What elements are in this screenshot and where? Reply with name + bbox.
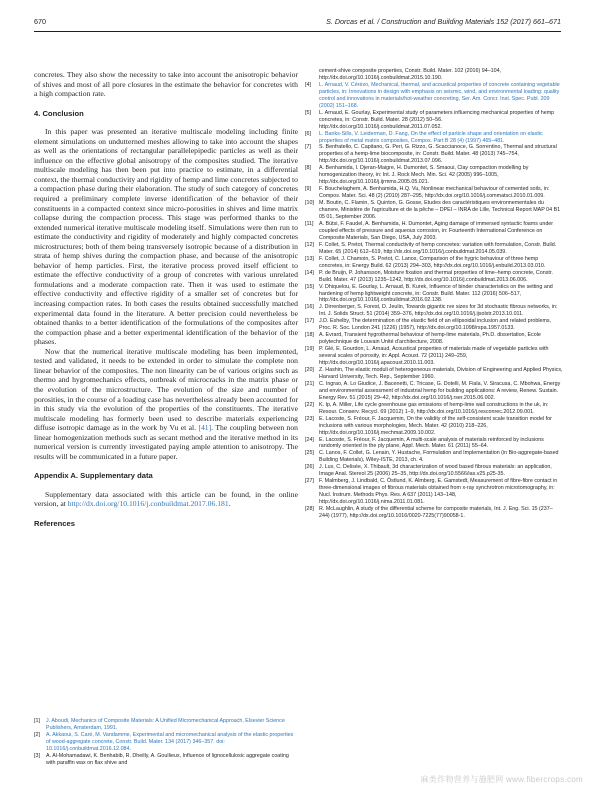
reference-item <box>305 402 563 416</box>
reference-text: M. Boutin, C. Flamin, S. Quinton, G. Gosse, Etudes des caractéristiques environnementales du chanvre, Ministère de l'agriculture et de la pêche – DPEI – INRA de Lille, Technical Report MAP 04 B1 05 01, September 2006. <box>319 200 561 221</box>
reference-number: [3] <box>34 752 40 759</box>
reference-item <box>305 450 563 464</box>
intro-paragraph: concretes. They also show the necessity to take into account the anisotropic behavior of shives and most of all pore closures in the estimate the behavior for concretes with a high compaction rate. <box>34 70 298 99</box>
reference-number: [22] <box>305 401 314 408</box>
reference-text: E. Lacoste, S. Fréour, F. Jacquemin, On the validity of the self-consistent scale transition model for inclusions with various morphologies, Mech. Mater. 42 (2010) 218–226, http://dx.doi.org/10.1016/j.mechmat.2009.10.002. <box>319 415 552 436</box>
reference-text: P. de Bruijn, P. Johansson, Moisture fixation and thermal properties of lime–hemp concrete, Constr. Build. Mater. 47 (2013) 1235–1242, http://dx.doi.org/10.1016/j.conbuildmat.2013.06.006. <box>319 269 553 283</box>
reference-text: J. Lux, C. Delisée, X. Thibault, 3d characterization of wood based fibrous materials: an application, Image Anal. Stereol 25 (2006) 25–35, http://dx.doi.org/10.5566/ias.v25.p25-35. <box>319 464 552 478</box>
reference-number: [25] <box>305 450 314 457</box>
reference-text: A. Evrard, Transient hygrothermal behaviour of hemp-lime materials, Ph.D. dissertation, Ecole polytechnique de Louvain Unité d'architecture, 2008. <box>319 332 541 346</box>
reference-number: [6] <box>305 130 311 137</box>
reference-number: [9] <box>305 186 311 193</box>
running-header <box>34 17 561 31</box>
conclusion-paragraph-2 <box>34 347 298 462</box>
references-heading: References <box>34 518 75 528</box>
reference-number: [19] <box>305 346 314 353</box>
reference-number: [7] <box>305 144 311 151</box>
appendix-paragraph: Supplementary data associated with this article can be found, in the online version, at http://dx.doi.org/10.1016/j.conbuildmat.2017.06.181. <box>34 489 298 509</box>
reference-text: cement-shive composite properties, Constr. Build. Mater. 102 (2016) 94–104, http://dx.doi.org/10.1016/j.conbuildmat.2015.10.190. <box>319 68 502 81</box>
reference-number: [20] <box>305 366 314 373</box>
citation-link-41[interactable]: [41] <box>198 423 212 433</box>
page-number: 670 <box>34 17 46 26</box>
reference-text: C. Ingrao, A. Lo Giudice, J. Bacenetti, C. Tricase, G. Dotelli, M. Fiala, V. Siracusa, C. Mbohwa, Energy and environmental assessment of industrial hemp for building applications: A review, Renew. Sustain. Energy Rev. 51 (2015) 29–42, http://dx.doi.org/10.1016/j.rser.2015.06.002. <box>319 380 561 401</box>
reference-item <box>305 165 563 186</box>
reference-text[interactable]: J. Aboudi, Mechanics of Composite Materials: A Unified Micromechanical Approach, Elsevier Science Publishers, Amsterdam, 1991. <box>46 718 285 731</box>
reference-text: E. Lacoste, S. Fréour, F. Jacquemin, A multi-scale analysis of materials reinforced by inclusions randomly oriented in the ply plane, Appl. Mech. Mater. 61 (2011) 55–64. <box>319 436 544 450</box>
reference-text[interactable]: L. Arnaud, V. Cérézo, Mechanical, thermal, and acoustical properties of concrete containing vegetable particles, in: Innovations in design with emphasis on seismic, wind, and environmental loading: quality control and innovations in materials/hot-weather concreting, Ser. Am. Concr. Inst. Spec. Publ. 209 (2002) 151–168. <box>319 81 560 109</box>
reference-number <box>305 68 319 82</box>
reference-number: [14] <box>305 269 314 276</box>
watermark: 麻类作物营养与施肥网 www.fibercrops.com <box>420 775 583 784</box>
reference-item <box>305 144 563 165</box>
reference-text: A. Al-Mohamadawi, K. Benhabib, R. Dheilly, A. Goullieux, Influence of lignocellulosic aggregate coating with paraffin wax on flax shive and <box>46 752 289 766</box>
reference-item <box>305 478 563 506</box>
reference-number: [4] <box>305 81 311 88</box>
header-rule <box>34 31 561 32</box>
reference-text: F. Malmberg, J. Lindbald, C. Östlund, K. Almberg, E. Gamstedt, Measurement of fibre-fibre contact in three-dimensional images of fibrous materials obtained from x-ray synchrotron microtomography, in: Nucl. Instrum. Methods Phys. Res. A 637 (2011) 143–148, http://dx.doi.org/10.1016/j.nima.2011.01.081. <box>319 478 558 506</box>
reference-item <box>305 437 563 451</box>
reference-item <box>305 242 563 256</box>
reference-number: [27] <box>305 478 314 485</box>
reference-number: [5] <box>305 109 311 116</box>
reference-text: F. Bouchelaghem, A. Benhamida, H.Q. Vu, Nonlinear mechanical behaviour of cemented soils, in: Compos. Mater. Sci. 48 (2) (2010) 287–295, http://dx.doi.org/10.1016/j.commatsci.2010.01.009. <box>319 186 550 200</box>
reference-number: [26] <box>305 464 314 471</box>
reference-item <box>305 318 563 332</box>
reference-text: V. Dhiquelou, E. Gourlay, L. Arnaud, B. Kurek, Influence of binder characteristics on the setting and hardening of hemp lightweight concrete, in: Constr. Build. Mater. 112 (2016) 506–517, http://dx.doi.org/10.1016/j.conbuildmat.2016.02.138. <box>319 283 553 304</box>
reference-item <box>305 464 563 478</box>
reference-item <box>305 304 563 318</box>
reference-number: [15] <box>305 283 314 290</box>
reference-number: [8] <box>305 165 311 172</box>
reference-item <box>305 256 563 270</box>
reference-number: [11] <box>305 220 314 227</box>
reference-number: [28] <box>305 506 314 513</box>
reference-item <box>305 381 563 402</box>
reference-text: F. Collet, J. Chamoin, S. Pretot, C. Lanos, Comparison of the hygric behaviour of three hemp concretes, in: Energy Build. 62 (2013) 294–303, http://dx.doi.org/10.1016/j.enbuild.2013.03.010. <box>319 255 546 269</box>
left-references <box>34 718 298 767</box>
reference-text: F. Collet, S. Pretot, Thermal conductivity of hemp concretes: variation with formulation, Constr. Build. Mater. 65 (2014) 612–619, http://dx.doi.org/10.1016/j.conbuildmat.2014.05.039. <box>319 241 557 255</box>
reference-item <box>305 416 563 437</box>
reference-text: L. Arnaud, E. Gourlay, Experimental study of parameters influencing mechanical properties of hemp concretes, in: Constr. Build. Mater. 28 (2012) 50–56. http://dx.doi.org/10.1016/j.conbuildmat.2011.07.052. <box>319 109 555 130</box>
reference-number: [17] <box>305 318 314 325</box>
reference-text: A. Benhamida, I. Djeran-Maigre, H. Dumontet, S. Smaoui, Clay compaction modelling by homogenization theory, in: Int. J. Rock Mech. Min. Sci. 42 (2005) 996–1005, http://dx.doi.org/10.1016/j.ijrmms.2005.05.021. <box>319 165 529 186</box>
reference-item <box>305 506 563 520</box>
reference-item <box>305 68 563 82</box>
reference-item <box>305 346 563 367</box>
reference-item <box>305 221 563 242</box>
appendix-text: Supplementary data associated with this article can be found, in the online version, at <box>34 489 298 509</box>
reference-text: A. Bütsi, F. Faudel, A. Benhamida, H. Dumontet, Aging damage of immersed syntactic foams under coupled effects of pressure and aqueous corrosion, in: Fourteenth International Conference on Composite Materials, San Diego, USA, July 2003. <box>319 220 554 241</box>
reference-number: [18] <box>305 332 314 339</box>
reference-item <box>34 732 298 753</box>
reference-item <box>305 82 563 110</box>
reference-number: [16] <box>305 304 314 311</box>
reference-number: [21] <box>305 380 314 387</box>
reference-number: [1] <box>34 718 40 724</box>
reference-item <box>305 332 563 346</box>
reference-number: [23] <box>305 415 314 422</box>
reference-number: [2] <box>34 731 40 738</box>
journal-citation: S. Dorcas et al. / Construction and Building Materials 152 (2017) 661–671 <box>326 17 561 26</box>
reference-item <box>34 718 298 732</box>
reference-text[interactable]: A. Akkaoui, S. Caré, M. Vandamme, Experimental and micromechanical analysis of the elastic properties of wood-aggregate concrete, Constr. Build. Mater. 134 (2017) 346–357. doi: 10.1016/j.conbuildmat.2016.12.084. <box>46 731 294 752</box>
left-column <box>34 70 298 529</box>
reference-item <box>305 110 563 131</box>
supplementary-data-link[interactable]: http://dx.doi.org/10.1016/j.conbuildmat.2017.06.181 <box>67 499 229 509</box>
reference-text: J.D. Eshelby, The determination of the elastic field of an ellipsoidal inclusion and related problems, Proc. R. Soc. London 241 (1226) (1957), http://dx.doi.org/10.1098/rspa.1957.0133. <box>319 318 552 332</box>
conclusion-p2-text-b: . The coupling between non linear homogenization methods such as secant method and the iterative method in its numerical version is currently investigated paying ample attention to anisotropy. The results will be communicated in a future paper. <box>34 423 298 461</box>
reference-text: S. Benfratello, C. Capitano, G. Peri, G. Rizzo, G. Scaccianoce, G. Sorrentino, Thermal and structural properties of a hemp-lime biocomposite, in: Constr. Build. Mater. 48 (2013) 745–754, http://dx.doi.org/10.1016/j.conbuildmat.2013.07.096. <box>319 144 557 165</box>
reference-item <box>305 200 563 221</box>
reference-text[interactable]: L. Banks-Sills, V. Leiderman, D. Fang, On the effect of particle shape and orientation on elastic properties of metal matrix composites, Compos. Part B 28 (4) (1997) 465–481. <box>319 130 543 144</box>
conclusion-heading: 4. Conclusion <box>34 108 84 118</box>
reference-text: K. Ip, A. Miller, Life cycle greenhouse gas emissions of hemp-lime wall constructions in the uk, in: Resour. Conserv. Recycl. 69 (2012) 1–9, http://dx.doi.org/10.1016/j.resconrec.2012.09.001. <box>319 401 549 415</box>
reference-text: J. Dirrenberger, S. Forest, D. Jeulin, Towards gigantic rve sizes for 3d stochastic fibrous networks, in: Int. J. Solids Struct. 51 (2014) 359–376, http://dx.doi.org/10.1016/j.ijsolstr.2013.10.011. <box>319 304 558 318</box>
reference-item <box>305 367 563 381</box>
reference-item <box>305 284 563 305</box>
reference-number: [10] <box>305 200 314 207</box>
reference-number: [12] <box>305 241 314 248</box>
reference-text: P. Glé, E. Gourdon, L. Arnaud, Acoustical properties of materials made of vegetable particles with several scales of porosity, in: Appl. Acoust. 72 (2011) 249–259, http://dx.doi.org/10.1016/j.apacoust.2010.11.003. <box>319 346 549 367</box>
reference-number: [13] <box>305 255 314 262</box>
reference-text: Z. Hashin, The elastic moduli of heterogeneous materials, Division of Engineering and Applied Physics, Harvard University, Tech. Rep., September 1960. <box>319 366 563 380</box>
reference-item <box>34 753 298 767</box>
reference-text: C. Lanos, F. Collet, G. Lenain, Y. Hustache, Formulation and Implementation (in Bio-aggregate-based Building Materials), Wiley-ISTE, 2013, ch. 4. <box>319 450 559 464</box>
reference-item <box>305 131 563 145</box>
reference-text: R. McLaughlin, A study of the differential scheme for composite materials, Int. J. Eng. Sci. 15 (237–244) (1977), http://dx.doi.org/10.1016/0020-7225(77)90058-1. <box>319 506 553 519</box>
appendix-heading: Appendix A. Supplementary data <box>34 471 153 481</box>
right-column-references <box>305 68 563 520</box>
conclusion-p2-text-a: Now that the numerical iterative multiscale modeling has been implemented, tested and validated, it needs to be extended in order to simulate the complete non linear behavior of the composites. The non linearity can be of various origins such as thermo and hygromechanics effects, outbreak of microcracks in the matrix phase or the evolution of the microstructure. The evolution of the size and number of porosities, in the course of a loading case has nevertheless already been accounted for in this study via the evolution of the properties of the constituents. The iterative multiscale modeling has formerly been used to describe materials experiencing diffuse isotropic damage as in the work by Vu et al. <box>34 346 298 433</box>
reference-item <box>305 270 563 284</box>
reference-item <box>305 186 563 200</box>
conclusion-paragraph-1: In this paper was presented an iterative multiscale modeling including finite element simulations on undutterned meshes allowing to take into account the shapes as well as the orientations of rectangular parallelepipedic particles as well as their influence on the effective global anisotropy of the composites studied. The iterative multiscale modeling has then been put into practice to estimate, in a differential context, the thermal conductivity and rigidity of hemp and lime concretes subjected to a compaction phase during their elaboration. The study of such category of concretes required a preliminary complete inverse identification of the behavior of their constituents in a compacted context since micro-porosities in shives and lime matrix collapse during the compaction process. This stage was performed thanks to the extended numerical iterative multiscale modeling itself. Simulations were then run to estimate the conductivity and rigidity of moderately and highly compacted concretes microstructures; both of them being transversely isotropic because of a distribution in strata of hemp shives during the compaction phase, and because of the anisotropic behavior of hemp particles. First, the iterative process proved itself efficient to estimate the effective conductivity of a group of concretes with various unrelated formulations and a moderate compaction rate. Then it was used to estimate the effective conductivity and effective rigidity of a smaller set of concretes but for increasing compaction rates. In both cases the results obtained successfully matched experimental data found in the literature. A better precision could nevertheless be obtained thanks to a better identification of the formulations of the composites after the compaction phase and a better experimental identification of the behavior of the phases. <box>34 127 298 347</box>
reference-number: [24] <box>305 436 314 443</box>
